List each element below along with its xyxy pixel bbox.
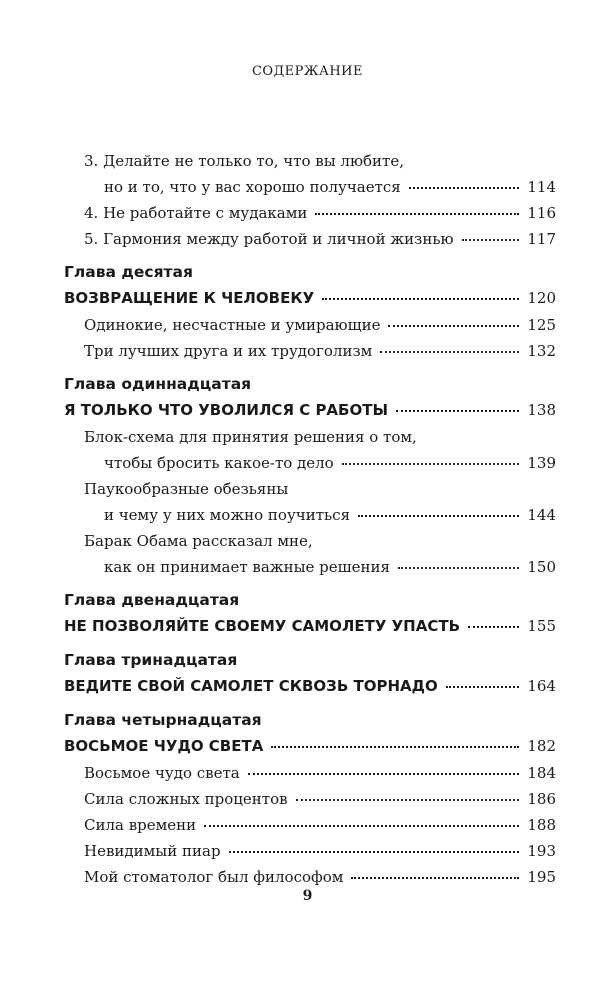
- toc-item-page: 193: [527, 842, 556, 860]
- toc-item-title: Сила времени: [84, 816, 197, 834]
- toc-item-page: 184: [527, 764, 556, 782]
- chapter-title-row[interactable]: [64, 733, 556, 760]
- toc-item-title: Восьмое чудо света: [84, 764, 240, 782]
- chapter-label: Глава четырнадцатая: [64, 711, 262, 729]
- dot-leader: [296, 799, 520, 801]
- toc-item[interactable]: [64, 786, 556, 812]
- toc-item[interactable]: [64, 528, 556, 580]
- dot-leader: [248, 773, 520, 775]
- dot-leader: [351, 877, 519, 879]
- chapter-title: Я ТОЛЬКО ЧТО УВОЛИЛСЯ С РАБОТЫ: [64, 401, 389, 419]
- toc-item-title: Мой стоматолог был философом: [84, 868, 344, 886]
- toc-item-title: Сила сложных процентов: [84, 790, 288, 808]
- toc-item-title-line1: Блок-схема для принятия решения о том,: [84, 428, 417, 446]
- dot-leader: [462, 239, 520, 241]
- dot-leader: [315, 213, 519, 215]
- chapter-title: ВОЗВРАЩЕНИЕ К ЧЕЛОВЕКУ: [64, 289, 315, 307]
- chapter-page: 138: [527, 401, 556, 419]
- dot-leader: [271, 746, 519, 748]
- chapter-page: 155: [527, 617, 556, 635]
- chapter-title: ВЕДИТЕ СВОЙ САМОЛЕТ СКВОЗЬ ТОРНАДО: [64, 677, 438, 695]
- dot-leader: [409, 187, 520, 189]
- toc-item-title-line1: Барак Обама рассказал мне,: [84, 532, 313, 550]
- chapter-page: 182: [527, 737, 556, 755]
- toc-item-title-line2: но и то, что у вас хорошо получается: [104, 178, 401, 196]
- toc-item[interactable]: [64, 812, 556, 838]
- toc-item[interactable]: [64, 760, 556, 786]
- toc-item-page: 188: [527, 816, 556, 834]
- chapter-14: [64, 708, 556, 890]
- toc-item[interactable]: [64, 200, 556, 226]
- toc-item[interactable]: [64, 226, 556, 252]
- toc-item[interactable]: [64, 838, 556, 864]
- toc-item[interactable]: [64, 148, 556, 200]
- chapter-12: [64, 588, 556, 640]
- toc-item-page: 150: [527, 558, 556, 576]
- toc-item-page: 139: [527, 454, 556, 472]
- toc-item-title: Невидимый пиар: [84, 842, 221, 860]
- toc-item[interactable]: [64, 476, 556, 528]
- chapter-page: 164: [527, 677, 556, 695]
- dot-leader: [342, 463, 520, 465]
- chapter-label: Глава одиннадцатая: [64, 375, 252, 393]
- dot-leader: [358, 515, 519, 517]
- toc-item-page: 132: [527, 342, 556, 360]
- toc-item[interactable]: [64, 312, 556, 338]
- toc-item-title-line2: чтобы бросить какое-то дело: [104, 454, 334, 472]
- toc-item-page: 116: [527, 204, 556, 222]
- chapter-10: [64, 260, 556, 364]
- chapter-title-row[interactable]: [64, 673, 556, 700]
- chapter-title-row[interactable]: [64, 397, 556, 424]
- dot-leader: [446, 686, 520, 688]
- toc-item-page: 125: [527, 316, 556, 334]
- chapter-title: НЕ ПОЗВОЛЯЙТЕ СВОЕМУ САМОЛЕТУ УПАСТЬ: [64, 617, 461, 635]
- toc-item-title-line1: 3. Делайте не только то, что вы любите,: [84, 152, 404, 170]
- chapter-label: Глава тринадцатая: [64, 651, 238, 669]
- dot-leader: [380, 351, 519, 353]
- toc-item-title-line1: Паукообразные обезьяны: [84, 480, 289, 498]
- toc-item-page: 117: [527, 230, 556, 248]
- dot-leader: [398, 567, 519, 569]
- toc-block-continued: [64, 148, 556, 252]
- toc-item[interactable]: [64, 338, 556, 364]
- chapter-title-row[interactable]: [64, 613, 556, 640]
- chapter-title-row[interactable]: [64, 285, 556, 312]
- dot-leader: [229, 851, 520, 853]
- toc-item-title: 4. Не работайте с мудаками: [84, 204, 308, 222]
- chapter-page: 120: [527, 289, 556, 307]
- dot-leader: [396, 410, 519, 412]
- chapter-11: [64, 372, 556, 580]
- toc-item-title: Три лучших друга и их трудоголизм: [84, 342, 373, 360]
- toc-item-page: 144: [527, 506, 556, 524]
- toc-item-title-line2: и чему у них можно поучиться: [104, 506, 351, 524]
- chapter-label: Глава десятая: [64, 263, 193, 281]
- toc-item[interactable]: [64, 864, 556, 890]
- page-number: 9: [302, 888, 313, 904]
- toc-item-title-line2: как он принимает важные решения: [104, 558, 390, 576]
- toc-item-title: Одинокие, несчастные и умирающие: [84, 316, 381, 334]
- table-of-contents: [64, 148, 556, 898]
- running-head: СОДЕРЖАНИЕ: [251, 64, 364, 79]
- dot-leader: [468, 626, 519, 628]
- dot-leader: [204, 825, 519, 827]
- chapter-title: ВОСЬМОЕ ЧУДО СВЕТА: [64, 737, 264, 755]
- dot-leader: [322, 298, 519, 300]
- toc-item-title: 5. Гармония между работой и личной жизнью: [84, 230, 454, 248]
- dot-leader: [388, 325, 519, 327]
- chapter-label: Глава двенадцатая: [64, 591, 240, 609]
- toc-item-page: 195: [527, 868, 556, 886]
- toc-item-page: 114: [527, 178, 556, 196]
- chapter-13: [64, 648, 556, 700]
- toc-item-page: 186: [527, 790, 556, 808]
- toc-item[interactable]: [64, 424, 556, 476]
